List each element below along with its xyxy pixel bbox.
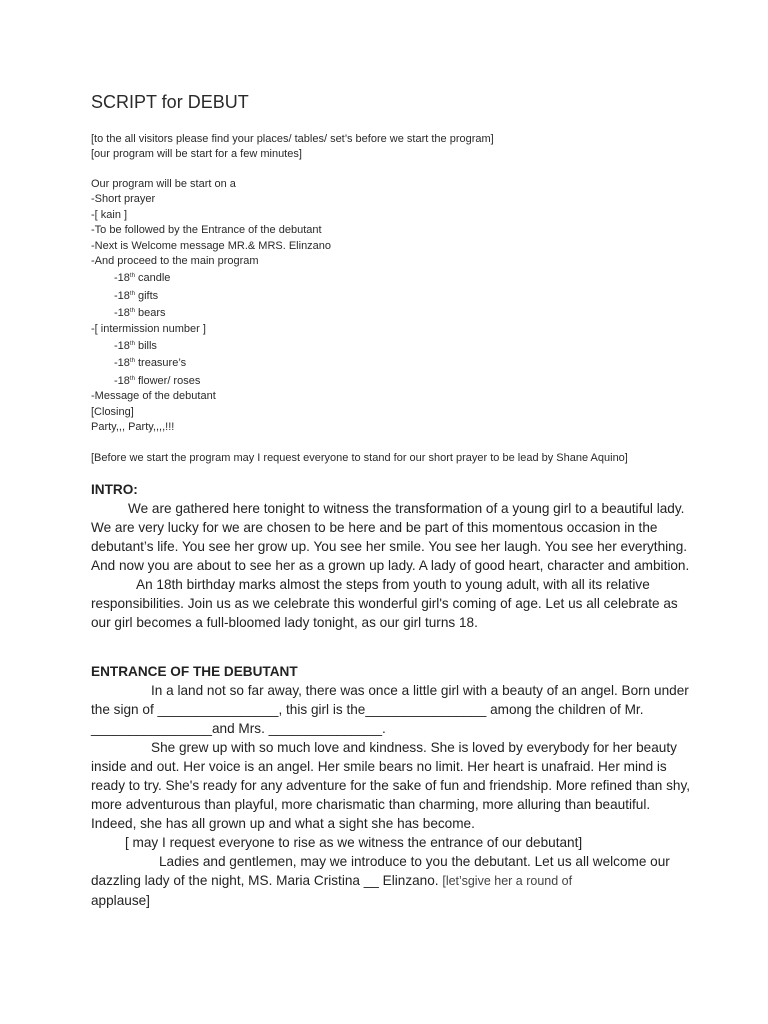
ordinal-suffix: th xyxy=(129,308,135,315)
program-item-text: -[ kain ] xyxy=(91,208,128,221)
program-item xyxy=(91,372,331,389)
program-item xyxy=(91,389,331,404)
program-item xyxy=(91,287,331,304)
intro-heading: INTRO: xyxy=(91,482,138,497)
ordinal-suffix: th xyxy=(129,273,135,280)
entrance-heading: ENTRANCE OF THE DEBUTANT xyxy=(91,664,298,679)
intro-section xyxy=(91,480,691,632)
program-item xyxy=(91,337,331,354)
note-line: [to the all visitors please find your places/ tables/ set’s before we start the program] xyxy=(91,133,494,145)
program-item xyxy=(91,304,331,321)
program-item xyxy=(91,192,331,207)
entrance-section xyxy=(91,662,691,910)
note-line: [our program will be start for a few minutes] xyxy=(91,148,302,161)
visitor-notes xyxy=(91,132,494,163)
program-item xyxy=(91,269,331,286)
program-item-text: -18 xyxy=(114,272,130,285)
program-item-text: Party,,, Party,,,,!!! xyxy=(91,421,175,434)
program-item-text: candle xyxy=(134,272,171,285)
program-intro-line: Our program will be start on a xyxy=(91,178,236,190)
rise-request: [ may I request everyone to rise as we witness the entrance of our debutant] xyxy=(125,835,583,850)
program-item-text: -And proceed to the main program xyxy=(91,255,259,268)
program-item xyxy=(91,254,331,269)
program-item-text: -To be followed by the Entrance of the debutant xyxy=(91,224,322,237)
intro-paragraph: We are gathered here tonight to witness the transformation of a young girl to a beautiful lady. We are very lucky for we are chosen to be here and be part of this momentous occasion in the debutant’s life. You see her grow up. You see her smile. You see her laugh. You see her everything. And now you are about to see her as a grown up lady. A lady of good heart, character and ambition. xyxy=(91,501,690,573)
program-item xyxy=(91,322,331,337)
program-item-text: -Message of the debutant xyxy=(91,390,216,403)
document-title: SCRIPT for DEBUT xyxy=(91,92,249,112)
program-item-text: -Short prayer xyxy=(91,193,156,206)
entrance-paragraph: She grew up with so much love and kindness. She is loved by everybody for her beauty inside and out. Her voice is an angel. Her smile bears no limit. Her heart is unafraid. Her mind is ready to try. She's ready for any adventure for the sake of fun and friendship. More refined than shy, more adventurous than playful, more charismatic than charming, more alluring than beautiful. Indeed, she has all grown up and what a sight she has become. xyxy=(91,740,691,831)
ordinal-suffix: th xyxy=(129,358,135,365)
program-items xyxy=(91,192,331,435)
program-item-text: bills xyxy=(134,340,157,353)
entrance-paragraph: In a land not so far away, there was once a little girl with a beauty of an angel. Born under the sign of ________________, this girl is the________________ among the children of Mr. ________________and Mrs. _______________. xyxy=(91,683,689,736)
intro-paragraph: An 18th birthday marks almost the steps from youth to young adult, with all its relative responsibilities. Join us as we celebrate this wonderful girl's coming of age. Let us all celebrate as our girl becomes a full-bloomed lady tonight, as our girl turns 18. xyxy=(91,577,678,630)
applause-end: applause] xyxy=(91,893,150,908)
program-item-text: -Next is Welcome message MR.& MRS. Elinzano xyxy=(91,239,332,252)
program-item-text: gifts xyxy=(134,289,159,302)
program-item-text: -18 xyxy=(114,307,130,320)
ordinal-suffix: th xyxy=(129,375,135,382)
program-item-text: -18 xyxy=(114,289,130,302)
ordinal-suffix: th xyxy=(129,290,135,297)
program-item-text: flower/ roses xyxy=(134,374,201,387)
prayer-note: [Before we start the program may I request everyone to stand for our short prayer to be lead by Shane Aquino] xyxy=(91,452,628,464)
program-item-text: treasure’s xyxy=(134,357,187,370)
program-item-text: -18 xyxy=(114,357,130,370)
program-item xyxy=(91,354,331,371)
entrance-paragraph xyxy=(91,852,691,910)
program-item xyxy=(91,420,331,435)
program-item xyxy=(91,239,331,254)
program-outline xyxy=(91,177,331,436)
program-item-text: -18 xyxy=(114,374,130,387)
program-item-text: -[ intermission number ] xyxy=(91,322,206,335)
program-item xyxy=(91,208,331,223)
program-item-text: bears xyxy=(134,307,166,320)
applause-cue: [let’sgive her a round of xyxy=(442,874,573,888)
program-item-text: [Closing] xyxy=(91,405,134,418)
program-item xyxy=(91,405,331,420)
introduction-text: Ladies and gentlemen, may we introduce to you the debutant. Let us all welcome our dazzling lady of the night, MS. Maria Cristina __ Elinzano. xyxy=(91,854,670,888)
ordinal-suffix: th xyxy=(129,341,135,348)
program-item xyxy=(91,223,331,238)
program-item-text: -18 xyxy=(114,340,130,353)
